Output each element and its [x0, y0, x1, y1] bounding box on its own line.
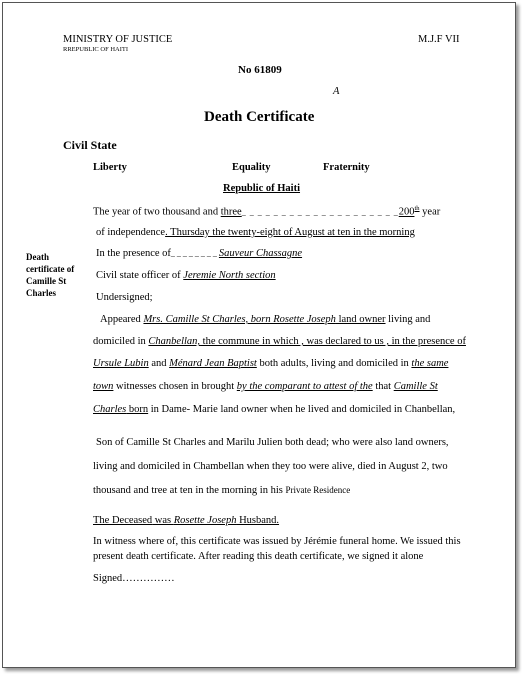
same-word: the same [411, 358, 449, 369]
witness-line-2: present death certificate. After reading this death certificate, we signed it alone [93, 551, 424, 562]
witness-clause: both adults, living and domiciled in [256, 358, 412, 369]
domicile-place: Chanbellan, [148, 336, 201, 347]
document-title: Death Certificate [204, 109, 315, 125]
spouse-name: Rosette Joseph [173, 515, 237, 526]
signature-line: Signed…………… [93, 573, 175, 584]
motto-fraternity: Fraternity [323, 162, 370, 173]
was-word: was [152, 515, 174, 526]
motto-liberty: Liberty [93, 162, 127, 173]
line-officer [96, 270, 276, 281]
paragraph-line-8 [93, 485, 350, 496]
declarant-occupation: land owner [335, 314, 386, 325]
death-place: Private Residence [285, 485, 351, 495]
paragraph-line-6: Son of Camille St Charles and Marilu Julien both dead; who were also land owners, [96, 437, 449, 448]
declared-clause: the commune in which , was declared to us , in the presence of [200, 336, 466, 347]
year-ordinal: 200 [398, 206, 415, 218]
paragraph-line-5 [93, 404, 455, 415]
and-word: and [148, 358, 170, 369]
presence-fill: _ _ _ _ _ _ _ _ [170, 249, 219, 258]
paragraph-line-2 [93, 336, 466, 347]
certificate-number: No 61809 [238, 64, 282, 76]
witness-1: Ursule Lubin [93, 358, 149, 369]
declarant-name: Mrs. Camille St Charles, born Rosette Joseph [143, 314, 336, 325]
series-letter: A [333, 86, 340, 97]
officer-label: Civil state officer of [96, 270, 184, 281]
line-year [93, 205, 440, 218]
independence-label: of independence [96, 227, 166, 238]
paragraph-line-1 [100, 314, 430, 325]
appeared-label: Appeared [100, 314, 144, 325]
presence-label: In the presence of [96, 248, 171, 259]
born-word: born [126, 404, 149, 415]
witnesses-chosen: witnesses chosen in brought [113, 381, 237, 392]
husband-word: Husband. [236, 515, 280, 526]
officer-section: Jeremie North section [183, 270, 276, 281]
year-ordinal-suffix: th [414, 205, 420, 212]
death-time-clause: thousand and tree at ten in the morning in his [93, 485, 286, 496]
paragraph-line-7: living and domiciled in Chambellan when they too were alive, died in August 2, two [93, 461, 448, 472]
line-presence [96, 248, 302, 259]
republic-small-heading: RREPUBLIC OF HAITI [63, 46, 129, 53]
paragraph-line-3 [93, 358, 448, 369]
living-and: living and [385, 314, 431, 325]
ministry-heading: MINISTRY OF JUSTICE [63, 34, 173, 45]
motto-equality: Equality [232, 162, 271, 173]
year-fill: _ _ _ _ _ _ _ _ _ _ _ _ _ _ _ _ _ _ _ _ [241, 207, 399, 217]
paragraph-line-4 [93, 381, 438, 392]
that-word: that [372, 381, 394, 392]
deceased-line [93, 515, 279, 526]
attest-clause: by the comparant to attest of the [236, 381, 373, 392]
town-word: town [93, 381, 114, 392]
witness-line-1: In witness where of, this certificate was issued by Jérémie funeral home. We issued this [93, 536, 461, 547]
year-label: The year of two thousand and [93, 206, 221, 218]
year-value: three [220, 206, 242, 218]
document-page [2, 2, 516, 668]
independence-date: . Thursday the twenty-eight of August at ten in the morning [165, 227, 415, 238]
birthplace-clause: in Dame- Marie land owner when he lived and domiciled in Chanbellan, [148, 404, 456, 415]
deceased-label: The Deceased [93, 515, 153, 526]
deceased-name-part2: Charles [93, 404, 127, 415]
line-undersigned: Undersigned; [96, 292, 153, 303]
officer-name: Sauveur Chassagne [218, 248, 303, 259]
form-code: M.J.F VII [418, 34, 460, 45]
domiciled-label: domiciled in [93, 336, 149, 347]
republic-heading: Republic of Haiti [223, 183, 301, 194]
witness-2: Ménard Jean Baptist [169, 358, 257, 369]
line-independence [96, 227, 415, 238]
year-word: year [419, 206, 441, 218]
side-note: Death certificate of Camille St Charles [26, 252, 75, 298]
civil-state-heading: Civil State [63, 138, 117, 152]
deceased-name-part1: Camille St [393, 381, 438, 392]
